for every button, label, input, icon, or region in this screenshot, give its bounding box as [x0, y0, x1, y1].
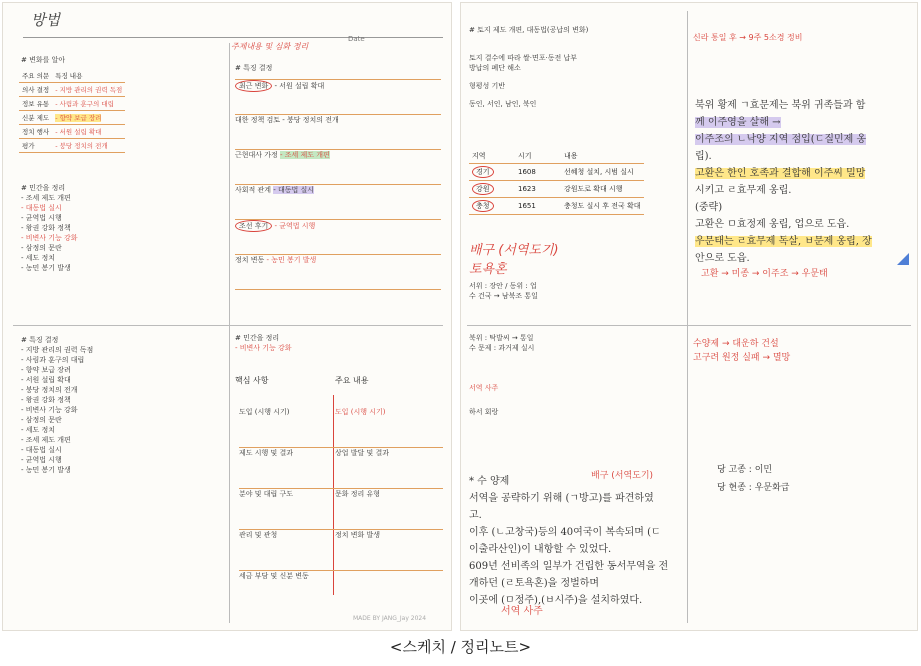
comparison-key: 분야 및 대립 구도: [239, 490, 294, 498]
typed-line-text: 우문태는 ㄹ효무제 독살, ㅂ문제 옹립, 장: [695, 236, 872, 247]
typed-passage-b: [469, 473, 668, 609]
typed-line-text: 고환은 한인 호족과 결합해 이주씨 밀망: [695, 168, 866, 179]
typed-line: 시키고 ㄹ효무제 옹립.: [695, 185, 792, 196]
table-cell: 강원: [472, 183, 494, 195]
table-cell: 강원도로 확대 시행: [561, 181, 644, 198]
note-line: - 조세 제도 개편: [21, 194, 71, 202]
dynasty-table: [469, 149, 644, 215]
note-line: - 비변사 기능 강화: [21, 234, 78, 242]
comparison-row: [239, 530, 443, 571]
note-line: 수 문제 : 과거제 실시: [469, 344, 535, 352]
typed-line: 안으로 도읍.: [695, 253, 750, 264]
side-row-text: - 농민 봉기 발생: [266, 256, 317, 264]
table-cell: 1651: [515, 198, 561, 215]
red-note: 토욕혼: [469, 262, 507, 277]
note-line: - 대동법 실시: [21, 446, 62, 454]
comparison-row: [239, 448, 443, 489]
comparison-row: [239, 571, 443, 611]
typed-line: 서역을 공략하기 위해 (ㄱ방고)를 파견하였: [469, 493, 654, 504]
section-heading: # 변화를 알아: [21, 56, 66, 64]
comparison-intro: # 민간을 정리: [235, 334, 280, 342]
typed-line: 고환은 ㅁ효정제 옹립, 업으로 도읍.: [695, 219, 850, 230]
figure-caption: <스케치 / 정리노트>: [389, 638, 532, 656]
note-line: 서역 사주: [469, 384, 499, 392]
comparison-val: 상업 발달 및 결과: [335, 449, 390, 457]
side-row-label: 조선 후기: [235, 220, 272, 232]
table-cell: 1608: [515, 164, 561, 181]
note-line: - 비변사 기능 강화: [21, 406, 78, 414]
side-row: [235, 220, 441, 255]
summary-table: [19, 69, 125, 153]
side-row: [235, 150, 441, 185]
col-head: 주요 의문: [19, 69, 52, 83]
side-heading: # 특징 결정: [235, 64, 273, 72]
red-highlights: [469, 239, 559, 301]
typed-line: 고.: [469, 510, 482, 521]
table-cell: - 사림과 훈구의 대립: [55, 100, 114, 108]
side-row-text: - 균역법 시행: [274, 222, 316, 230]
row-label: 정보 유통: [19, 97, 52, 111]
side-row-text: - 조세 제도 개편: [280, 151, 330, 159]
typed-line: 이후 (ㄴ고창국)등의 40여국이 복속되며 (ㄷ: [469, 527, 661, 538]
note-line: - 조세 제도 개편: [21, 436, 71, 444]
comparison-intro-red: - 비변사 기능 강화: [235, 344, 292, 352]
red-heading: 주제내용 및 심화 정리: [231, 42, 309, 51]
comparison-table: [235, 333, 441, 386]
row-label: 평가: [19, 139, 52, 153]
note-line: - 붕당 정치의 전개: [21, 386, 78, 394]
side-row-text: - 붕당 정치의 전개: [282, 116, 339, 124]
note-line: 방납의 폐단 해소: [469, 64, 521, 72]
comparison-head: 핵심 사항: [235, 376, 269, 385]
side-row-text: - 대동법 실시: [273, 186, 315, 194]
bottom-left-notes: [469, 333, 534, 417]
note-line: - 균역법 시행: [21, 456, 62, 464]
note-line: # 민간을 정리: [21, 184, 66, 192]
center-divider-vertical: [229, 43, 230, 623]
note-line: - 농민 봉기 발생: [21, 264, 71, 272]
table-cell: - 지방 관리의 권력 독점: [55, 86, 123, 94]
comparison-val: 문화 정리 유형: [335, 490, 381, 498]
typed-line: (중략): [695, 202, 723, 213]
table-cell: 충청: [472, 200, 494, 212]
col-head: 특징 내용: [52, 69, 125, 83]
right-note-page: [461, 3, 917, 630]
note-line: 수 건국 → 남북조 통일: [469, 292, 538, 300]
note-line: - 농민 봉기 발생: [21, 466, 71, 474]
note-line: - 삼정의 문란: [21, 244, 62, 252]
typed-line: [695, 131, 872, 148]
red-sequence: 고환 → 미종 → 이주조 → 우문태: [701, 269, 828, 279]
note-line: 형평성 기반: [469, 82, 506, 90]
table-cell: - 서원 설립 확대: [55, 128, 102, 136]
red-note: 배구 (서역도기): [469, 243, 559, 258]
table-cell: 충청도 실시 후 전국 확대: [561, 198, 644, 215]
side-note: 당 현종 : 우문화급: [717, 483, 790, 493]
comparison-key: 세금 부담 및 신분 변동: [239, 572, 309, 580]
typed-line: [695, 165, 872, 182]
typed-line: 개하던 (ㄹ토욕혼)을 정벌하며: [469, 578, 600, 589]
center-divider-horizontal: [13, 325, 443, 326]
side-row-label: 대한 정책 검토: [235, 116, 281, 124]
typed-line-text: 께 이주영을 살해 →: [695, 117, 781, 128]
col-head: 시기: [515, 149, 561, 164]
typed-label: * 수 양제: [469, 476, 510, 487]
notes-block-b: [21, 335, 93, 475]
side-row-label: 사회적 관계: [235, 186, 272, 194]
comparison-val: 도입 (시행 시기): [335, 408, 386, 416]
table-cell: - 붕당 정치의 전개: [55, 142, 108, 150]
note-line: - 왕권 강화 정책: [21, 224, 71, 232]
comparison-key: 관리 및 관청: [239, 531, 278, 539]
col-head: 지역: [469, 149, 515, 164]
col-head: 내용: [561, 149, 644, 164]
row-label: 신분 제도: [19, 111, 52, 125]
table-cell: 경기: [472, 166, 494, 178]
comparison-row: [239, 489, 443, 530]
bottom-right-notes: [693, 337, 790, 365]
typed-line: 립).: [695, 151, 712, 162]
note-line: 토지 결수에 따라 쌀·면포·동전 납부: [469, 54, 578, 62]
comparison-val: 정치 변화 발생: [335, 531, 381, 539]
resize-corner-icon[interactable]: [897, 253, 909, 265]
side-note: 당 고종 : 이민: [717, 465, 773, 475]
comparison-rows: [239, 407, 443, 611]
center-divider-vertical: [687, 11, 688, 623]
row-label: 정치 행사: [19, 125, 52, 139]
top-right-heading: 신라 통일 후 → 9주 5소경 정비: [693, 33, 803, 42]
typed-line: [695, 233, 872, 250]
typed-line: 이곳에 (ㅁ정주),(ㅂ시주)을 설치하였다.: [469, 595, 643, 606]
comparison-row: [239, 407, 443, 448]
side-table: [235, 63, 441, 290]
note-line: 동인, 서인, 남인, 북인: [469, 100, 537, 108]
note-line: - 균역법 시행: [21, 214, 62, 222]
note-line: - 왕권 강화 정책: [21, 396, 71, 404]
side-row-label: 최근 변화: [235, 80, 272, 92]
side-row: [235, 115, 441, 150]
left-note-page: [3, 3, 451, 630]
typed-line: 609년 선비족의 일부가 건립한 동서무역을 전: [469, 561, 669, 572]
red-annotation: 서역 사주: [501, 606, 543, 617]
table-cell: 1623: [515, 181, 561, 198]
date-label: Date: [348, 35, 365, 43]
page-footer: MADE BY JANG_Jay 2024: [353, 615, 427, 622]
table-cell: 선혜청 설치, 시범 실시: [561, 164, 644, 181]
typed-line: 북위 황제 ㄱ효문제는 북위 귀족들과 함: [695, 100, 866, 111]
note-line: 하서 회랑: [469, 408, 499, 416]
comparison-key: 제도 시행 및 결과: [239, 449, 294, 457]
comparison-key: 도입 (시행 시기): [239, 408, 290, 416]
note-line: - 세도 정치: [21, 254, 56, 262]
title-rule: [23, 37, 443, 38]
side-row-label: 정치 변동: [235, 256, 265, 264]
note-line: - 삼정의 문란: [21, 416, 62, 424]
table-cell: - 향약 보급 장려: [55, 114, 102, 122]
red-annotation: 배구 (서역도기): [591, 471, 654, 481]
note-line: - 세도 정치: [21, 426, 56, 434]
side-row: [235, 80, 441, 115]
note-line: # 토지 제도 개편, 대동법(공납의 변화): [469, 26, 589, 34]
side-row-label: 근현대사 가정: [235, 151, 278, 159]
note-line: 서위 : 장안 / 동위 : 업: [469, 282, 537, 290]
center-divider-horizontal: [467, 325, 911, 326]
side-row: [235, 185, 441, 220]
typed-line: [695, 114, 872, 131]
side-row: [235, 255, 441, 290]
row-label: 의사 결정: [19, 83, 52, 97]
typed-line: 이출라산인)이 내항할 수 있었다.: [469, 544, 612, 555]
typed-line-text: 이주조의 ㄴ낙양 지역 점입(ㄷ질민제 옹: [695, 134, 867, 145]
note-line: - 서원 설립 확대: [21, 376, 71, 384]
note-line: - 지방 관리의 권력 독점: [21, 346, 94, 354]
red-note: 수양제 → 대운하 건설: [693, 339, 779, 349]
note-line: # 특징 결정: [21, 336, 59, 344]
note-line: - 사림과 훈구의 대립: [21, 356, 85, 364]
comparison-head: 주요 내용: [335, 376, 369, 385]
top-left-notes: [469, 25, 683, 109]
note-line: 북위 : 탁발씨 → 통일: [469, 334, 534, 342]
notes-block-a: [21, 183, 78, 273]
side-notes: [717, 461, 789, 497]
side-row-text: - 서원 설립 확대: [274, 82, 325, 90]
typed-passage-a: [695, 97, 872, 267]
note-line: - 향약 보급 장려: [21, 366, 71, 374]
red-note: 고구려 원정 실패 → 멸망: [693, 353, 791, 363]
page-title: 방법: [31, 11, 60, 29]
note-line: - 대동법 실시: [21, 204, 62, 212]
